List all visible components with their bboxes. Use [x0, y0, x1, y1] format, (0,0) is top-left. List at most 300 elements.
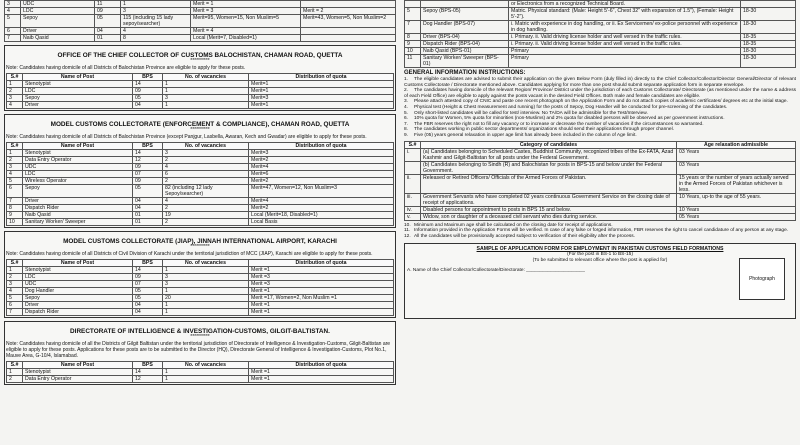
table-row [405, 8, 796, 21]
table-cell: 3 [5, 1, 21, 8]
item-number: 7. [404, 121, 409, 127]
table-cell: 1 [7, 150, 23, 157]
table-cell: Sepoy [21, 15, 95, 28]
table-row [7, 198, 394, 205]
table-cell: Naib Qasid [23, 212, 133, 219]
table-cell: 4 [121, 28, 191, 35]
table-cell: Merit = 2 [301, 8, 396, 15]
application-form-sample [404, 243, 796, 319]
table-cell: 05 Years [677, 213, 796, 220]
table-cell: Merit =1 [249, 369, 394, 376]
column-header: Category of candidates [421, 141, 677, 148]
table-cell: 6 [5, 28, 21, 35]
table-cell: 1 [163, 102, 249, 109]
item-text: The FBR reserves the right not to fill any vacancy or to increase or decrease the number of vacancies if the circumstances so warranted. [414, 121, 704, 127]
section-note: Note: Candidates having domicile of all the Districts of Gilgit Baltistan under the territorial jurisdiction of Directorate of Intelligence & Investigation-Customs, Gilgit-Baltistan are eligible to apply for these posts. Applications for these posts are to be submitted to the Director (HQ), Directorate General of Intelligence & Investigation-Customs, Plot No.1, Mauve Area, G-10/4, Islamabad. [6, 341, 391, 359]
table-cell: 01 [133, 219, 163, 226]
table-cell: 04 [133, 309, 163, 316]
table-cell: 11 [95, 1, 121, 8]
left-column [4, 0, 396, 385]
table-row [7, 369, 394, 376]
table-cell: Merit =1 [249, 267, 394, 274]
table-cell: 3 [7, 281, 23, 288]
table-cell: 1 [163, 309, 249, 316]
item-number: 11. [404, 228, 411, 234]
column-header: S.# [7, 74, 23, 81]
table-row [7, 95, 394, 102]
quetta-section [4, 45, 396, 111]
table-cell: 4 [7, 171, 23, 178]
table-cell: 18-35 [741, 34, 796, 41]
table-cell: 10 Years [677, 206, 796, 213]
table-cell: 15 years or the number of years actually served in the Armed Forces of Pakistan whichever is less. [677, 174, 796, 193]
table-cell: Wireless Operator [23, 178, 133, 185]
item-text: The eligible candidates are advised to submit their application on the given Below Form (duly filled in) directly to the Chief Collector/Collector/Director General/Director of relevant Customs Collectorate / Directorate mentioned above. Candidates applying for more than one post should submit separate application form in separate envelope. [404, 77, 796, 88]
table-cell: Merit=4 [249, 164, 394, 171]
table-cell: 6 [7, 302, 23, 309]
table-row [7, 178, 394, 185]
table-header-row [7, 260, 394, 267]
table-cell: 07 [133, 281, 163, 288]
table-cell: LDC [21, 8, 95, 15]
table-cell: 3 [163, 95, 249, 102]
table-row [7, 376, 394, 383]
column-header: BPS [133, 362, 163, 369]
table-cell: 7 [5, 35, 21, 42]
item-text: Only short-listed candidates will be called for test/ interview. No TA/DA will be admissible for the Test/Interview. [414, 110, 648, 116]
table-cell: Sepoy [23, 295, 133, 302]
table-row [405, 1, 796, 8]
table-cell: 01 [95, 35, 121, 42]
table-cell: 18-30 [741, 21, 796, 34]
column-header: S.# [7, 143, 23, 150]
table-cell: Merit =3 [249, 281, 394, 288]
item-number: 1. [404, 77, 409, 82]
form-line-a: A. Name of the Chief Collector/Collectorate/Directorate: ______________________ [407, 268, 585, 274]
column-header: Name of Post [23, 74, 133, 81]
table-cell: Merit =1 [249, 302, 394, 309]
table-cell: 07 [133, 171, 163, 178]
table-row [405, 161, 796, 174]
table-row [7, 288, 394, 295]
table-cell: 2 [7, 157, 23, 164]
table-cell: Sepoy [23, 185, 133, 198]
table-cell: 18-30 [741, 8, 796, 21]
table-row [405, 21, 796, 34]
table-cell: Sepoy [23, 95, 133, 102]
table-cell: 7 [7, 309, 23, 316]
table-cell: Disabled persons for appointment to posts in BPS 15 and below. [421, 206, 677, 213]
table-cell: Matric. Physical standard: (Male: Height 5'-6", Chest 32" with expansion of 1.5"), (Female: Height 5'-2"). [509, 8, 741, 21]
table-cell: 7 [7, 198, 23, 205]
table-row [405, 206, 796, 213]
table-cell: Merit =1 [249, 288, 394, 295]
item-text: The candidates having domicile of the relevant Region/ Province/ District under the jurisdiction of each Customs Collectorate/ Directorate (as mentioned under the name & address of each Field Office) are eligible to apply against the posts vacant in the desired Field Offices. Both male and female candidates are eligible. [404, 88, 796, 99]
right-column [404, 0, 796, 319]
table-cell: 1 [163, 302, 249, 309]
table-row [7, 205, 394, 212]
form-subtitle: (For the post in BS-1 to BS-15) [567, 252, 633, 258]
table-cell: 03 Years [677, 148, 796, 161]
table-cell: 4 [163, 198, 249, 205]
item-number: 8. [404, 127, 409, 133]
table-cell: (b) Candidates belonging to Sindh (R) and Balochistan for posts in BPS-15 and below under the Federal Government. [421, 161, 677, 174]
table-cell: 4 [163, 164, 249, 171]
table-cell: LDC [23, 171, 133, 178]
section-note: Note: Candidates having domicile of all Districts of Balochistan Province (except Panjgur, Lasbella, Awaran, Kech and Gwadar) are eligible to apply for these posts. [6, 134, 367, 140]
table-cell: 1 [163, 88, 249, 95]
table-cell: 8 [405, 34, 421, 41]
table-cell: i. Primary. ii. Valid driving license holder and well versed in the traffic rules. [509, 41, 741, 48]
table-cell: i. Primary. ii. Valid driving license holder and well versed in the traffic rules. [509, 34, 741, 41]
table-cell: 1 [163, 81, 249, 88]
table-row [405, 174, 796, 193]
table-cell: 04 [133, 102, 163, 109]
table-cell: Merit =17, Women=2, Non Muslim =1 [249, 295, 394, 302]
chaman-section [4, 114, 396, 228]
instruction-item [404, 133, 796, 139]
table-cell: 3 [163, 274, 249, 281]
table-row [7, 171, 394, 178]
table-row [7, 295, 394, 302]
table-cell: Merit =1 [249, 309, 394, 316]
column-header: BPS [133, 260, 163, 267]
table-cell: 1 [163, 267, 249, 274]
table-cell: Naib Qasid [21, 35, 95, 42]
table-cell [421, 1, 509, 8]
table-header-row [7, 74, 394, 81]
karachi-table [6, 259, 394, 316]
table-cell: 115 (including 15 lady sepoy/searcher) [121, 15, 191, 28]
table-cell: 2 [163, 178, 249, 185]
table-cell: 14 [133, 81, 163, 88]
item-text: The candidates working in public sector departments/ organizations should send their applications through proper channel. [414, 127, 674, 133]
item-number: 6. [404, 116, 409, 122]
table-row [5, 28, 396, 35]
table-cell: 10 Years, up-to the age of 55 years. [677, 193, 796, 206]
table-cell: iv. [405, 206, 421, 213]
column-header: S.# [7, 362, 23, 369]
table-cell: iii. [405, 193, 421, 206]
column-header: Distribution of quota [249, 260, 394, 267]
table-cell: 8 [121, 35, 191, 42]
table-cell: LDC [23, 274, 133, 281]
table-row [7, 212, 394, 219]
table-cell: Driver (BPS-04) [421, 34, 509, 41]
table-cell: 2 [163, 205, 249, 212]
table-cell: Merit=4 [249, 198, 394, 205]
karachi-section [4, 231, 396, 318]
table-cell: 09 [133, 274, 163, 281]
general-instructions [404, 70, 796, 139]
item-number: 3. [404, 99, 409, 105]
table-cell: 10 [7, 219, 23, 226]
item-number: 10. [404, 222, 411, 228]
age-relaxation-table [404, 141, 796, 221]
table-cell: 09 [133, 88, 163, 95]
table-cell: 05 [133, 288, 163, 295]
table-cell: 4 [5, 8, 21, 15]
instructions-list [404, 77, 796, 139]
table-row [7, 81, 394, 88]
table-cell: 1 [7, 267, 23, 274]
qualification-table [404, 0, 796, 68]
table-row [7, 267, 394, 274]
table-cell: Merit=47, Women=12, Non Muslim=3 [249, 185, 394, 198]
table-cell: 05 [133, 295, 163, 302]
table-cell: Released or Retired Officers/ Officials of the Armed Forces of Pakistan. [421, 174, 677, 193]
table-cell: 03 Years [677, 161, 796, 174]
table-cell: UDC [23, 164, 133, 171]
table-row [7, 309, 394, 316]
table-cell: Merit=1 [249, 81, 394, 88]
section-stars: ********** [190, 58, 210, 64]
table-row [405, 148, 796, 161]
table-cell: Stenotypist [23, 369, 133, 376]
table-cell: 2 [7, 376, 23, 383]
column-header: Name of Post [23, 260, 133, 267]
table-cell: Local Basis [249, 219, 394, 226]
table-cell: 1 [163, 369, 249, 376]
table-cell [405, 161, 421, 174]
table-cell: 1 [121, 1, 191, 8]
item-number: 2. [404, 88, 409, 94]
table-cell: 2 [7, 274, 23, 281]
table-cell: 19 [163, 212, 249, 219]
section-stars: ********** [190, 244, 210, 250]
table-row [5, 15, 396, 28]
table-cell: 1 [7, 369, 23, 376]
table-cell: Government Servants who have completed 02 years continuous Government Service on the closing date of receipt of applications. [421, 193, 677, 206]
table-cell [301, 28, 396, 35]
chaman-table [6, 142, 394, 226]
table-cell: 14 [133, 267, 163, 274]
form-subtitle-2: (To be submitted to relevant office where the post is applied for) [532, 258, 668, 264]
table-cell: Sanitary Worker/ Sweeper (BPS-01) [421, 55, 509, 68]
table-cell: 05 [95, 15, 121, 28]
table-cell: Dog Handler (BPS-07) [421, 21, 509, 34]
gilgit-table [6, 361, 394, 383]
table-cell: Local (Merit=7, Disabled=1) [191, 35, 301, 42]
table-cell: 3 [7, 164, 23, 171]
table-cell: UDC [23, 281, 133, 288]
item-text: Minimum and Maximum age shall be calculated on the closing date for receipt of applications. [414, 222, 613, 228]
item-text: All the candidates will be provisionally accepted subject to verification of their eligibility after the process. [414, 233, 636, 239]
table-row [405, 193, 796, 206]
table-cell: 14 [133, 150, 163, 157]
item-text: Please attach attested copy of CNIC and paste one recent photograph on the Application Form and do not attach copies of academic certificates/ degrees etc at the initial stage. [414, 99, 788, 105]
column-header: Name of Post [23, 143, 133, 150]
table-cell: Widow, son or daughter of a deceased civil servant who dies during service. [421, 213, 677, 220]
table-cell: 4 [7, 288, 23, 295]
table-cell: i. [405, 148, 421, 161]
table-cell [301, 1, 396, 8]
table-cell: 9 [7, 212, 23, 219]
table-cell: Sepoy (BPS-05) [421, 8, 509, 21]
column-header: Distribution of quota [249, 143, 394, 150]
table-row [5, 8, 396, 15]
table-row [7, 88, 394, 95]
table-cell: 10 [405, 48, 421, 55]
table-cell: Dispatch Rider (BPS-04) [421, 41, 509, 48]
table-row [7, 281, 394, 288]
table-header-row [7, 362, 394, 369]
table-cell: 04 [133, 302, 163, 309]
table-cell: 04 [133, 205, 163, 212]
table-cell: 11 [405, 55, 421, 68]
table-cell: 14 [133, 369, 163, 376]
table-cell: Local (Merit=18, Disabled=1) [249, 212, 394, 219]
table-cell: Merit=3 [249, 95, 394, 102]
table-cell: Driver [23, 302, 133, 309]
top-quota-table [4, 0, 396, 42]
footer-instructions [404, 223, 796, 240]
column-header: S.# [7, 260, 23, 267]
table-cell: 6 [7, 185, 23, 198]
table-cell: 5 [405, 8, 421, 21]
table-cell: Merit=2 [249, 205, 394, 212]
instruction-item [404, 88, 796, 99]
section-note: Note: Candidates having domicile of all Districts of Civil Division of Karachi under the territorial jurisdiction of MCC (JIAP), Karachi are eligible to apply for these posts. [6, 251, 373, 257]
table-cell: 5 [7, 178, 23, 185]
table-cell: Merit =1 [249, 376, 394, 383]
column-header: Distribution of quota [249, 74, 394, 81]
table-row [7, 185, 394, 198]
table-cell: Primary [509, 48, 741, 55]
section-title: MODEL CUSTOMS COLLECTORATE (JIAP), JINNAH INTERNATIONAL AIRPORT, KARACHI [63, 238, 337, 245]
table-cell [405, 1, 421, 8]
table-row [7, 274, 394, 281]
table-cell: ii. [405, 174, 421, 193]
table-cell: Data Entry Operator [23, 157, 133, 164]
table-cell: v. [405, 213, 421, 220]
table-cell: Driver [23, 102, 133, 109]
table-cell: LDC [23, 88, 133, 95]
table-cell: Merit=95, Women=15, Non Muslim=5 [191, 15, 301, 28]
table-row [7, 157, 394, 164]
table-cell: 18-30 [741, 55, 796, 68]
table-cell: 09 [95, 8, 121, 15]
table-cell: 5 [7, 295, 23, 302]
instruction-item [404, 234, 796, 240]
table-cell: 04 [95, 28, 121, 35]
table-cell: (a) Candidates belonging to Scheduled Castes, Buddhist Community, recognized tribes of the Ex-FATA, Azad Kashmir and Gilgit-Baltistan for all posts under the Federal Government. [421, 148, 677, 161]
table-row [405, 55, 796, 68]
table-cell: Merit=43, Women=5, Non Muslim=2 [301, 15, 396, 28]
section-stars: ********** [190, 127, 210, 133]
item-number: 12. [404, 233, 411, 239]
table-cell: 1 [7, 81, 23, 88]
table-cell: Merit =3 [249, 274, 394, 281]
section-stars: ********** [190, 334, 210, 340]
table-cell: Merit = 1 [191, 1, 301, 8]
table-cell: Dispatch Rider [23, 205, 133, 212]
table-row [7, 102, 394, 109]
table-row [405, 41, 796, 48]
table-row [405, 213, 796, 220]
table-row [5, 1, 396, 8]
table-cell: Stenotypist [23, 81, 133, 88]
table-cell: 3 [163, 150, 249, 157]
table-cell: Stenotypist [23, 150, 133, 157]
table-cell: 12 [133, 376, 163, 383]
table-cell: 12 [133, 157, 163, 164]
item-number: 4. [404, 104, 409, 110]
table-cell: Merit=3 [249, 150, 394, 157]
table-row [5, 35, 396, 42]
column-header: Name of Post [23, 362, 133, 369]
table-cell: 2 [163, 157, 249, 164]
table-cell: Merit=6 [249, 171, 394, 178]
table-cell: 9 [405, 41, 421, 48]
table-cell: 09 [133, 164, 163, 171]
form-title: SAMPLE OF APPLICATION FORM FOR EMPLOYMENT IN PAKISTAN CUSTOMS FIELD FORMATIONS [476, 246, 724, 253]
table-cell: 2 [7, 88, 23, 95]
column-header: Distribution of quota [249, 362, 394, 369]
photograph-box: Photograph [739, 258, 785, 300]
table-cell: 04 [133, 198, 163, 205]
instructions-title: GENERAL INFORMATION INSTRUCTIONS: [404, 70, 526, 76]
table-cell: 18-30 [741, 48, 796, 55]
table-cell: 3 [121, 8, 191, 15]
section-title: MODEL CUSTOMS COLLECTORATE (ENFORCEMENT & COMPLIANCE), CHAMAN ROAD, QUETTA [50, 121, 350, 128]
section-title: OFFICE OF THE CHIEF COLLECTOR OF CUSTOMS BALOCHISTAN, CHAMAN ROAD, QUETTA [57, 52, 343, 59]
column-header: No. of vacancies [163, 143, 249, 150]
column-header: BPS [133, 74, 163, 81]
column-header: No. of vacancies [163, 74, 249, 81]
table-row [7, 219, 394, 226]
table-cell: Primary [509, 55, 741, 68]
item-number: 5. [404, 110, 409, 116]
section-title: DIRECTORATE OF INTELLIGENCE & INVESTIGATION-CUSTOMS, GILGIT-BALTISTAN. [70, 328, 330, 335]
table-cell [301, 35, 396, 42]
table-cell: Data Entry Operator [23, 376, 133, 383]
table-cell: 05 [133, 95, 163, 102]
table-cell: Merit=2 [249, 157, 394, 164]
column-header: No. of vacancies [163, 362, 249, 369]
table-cell: 6 [163, 171, 249, 178]
table-cell: Merit=1 [249, 102, 394, 109]
column-header: No. of vacancies [163, 260, 249, 267]
table-cell: Sanitary Worker/ Sweeper [23, 219, 133, 226]
table-cell: Merit = 3 [191, 8, 301, 15]
section-note: Note: Candidates having domicile of all Districts of Balochistan Province are eligible to apply for these posts. [6, 65, 246, 71]
table-cell: Dog Handler [23, 288, 133, 295]
table-cell: 5 [5, 15, 21, 28]
table-cell: 82 (including 12 lady Sepoy/searcher) [163, 185, 249, 198]
item-text: Physical test (Height & Chest measurement and running) for the posts of Sepoy, Dog Handler will be conducted for pre-screening of the candidates. [414, 104, 728, 110]
table-cell: 01 [133, 212, 163, 219]
table-row [7, 302, 394, 309]
gilgit-section [4, 321, 396, 385]
table-cell: 1 [163, 376, 249, 383]
table-cell: UDC [21, 1, 95, 8]
table-cell: i. Matric with experience in dog handling, or ii. Ex Servicemen/ ex-police personnel with experience in dog handling. [509, 21, 741, 34]
table-cell: Merit = 4 [191, 28, 301, 35]
table-cell: Stenotypist [23, 267, 133, 274]
instruction-item [404, 77, 796, 88]
column-header: BPS [133, 143, 163, 150]
item-text: Information provided in the Application Forms will be verified. In case of any false or forged information, FBR reserves the right to cancel candidature of any person at any stage. [414, 228, 789, 234]
table-cell: 1 [163, 288, 249, 295]
table-cell: 18-35 [741, 41, 796, 48]
item-number: 9. [404, 132, 409, 138]
table-cell: 7 [405, 21, 421, 34]
table-cell: Merit=1 [249, 88, 394, 95]
table-cell: 4 [7, 102, 23, 109]
table-cell: Merit=2 [249, 178, 394, 185]
table-row [405, 34, 796, 41]
